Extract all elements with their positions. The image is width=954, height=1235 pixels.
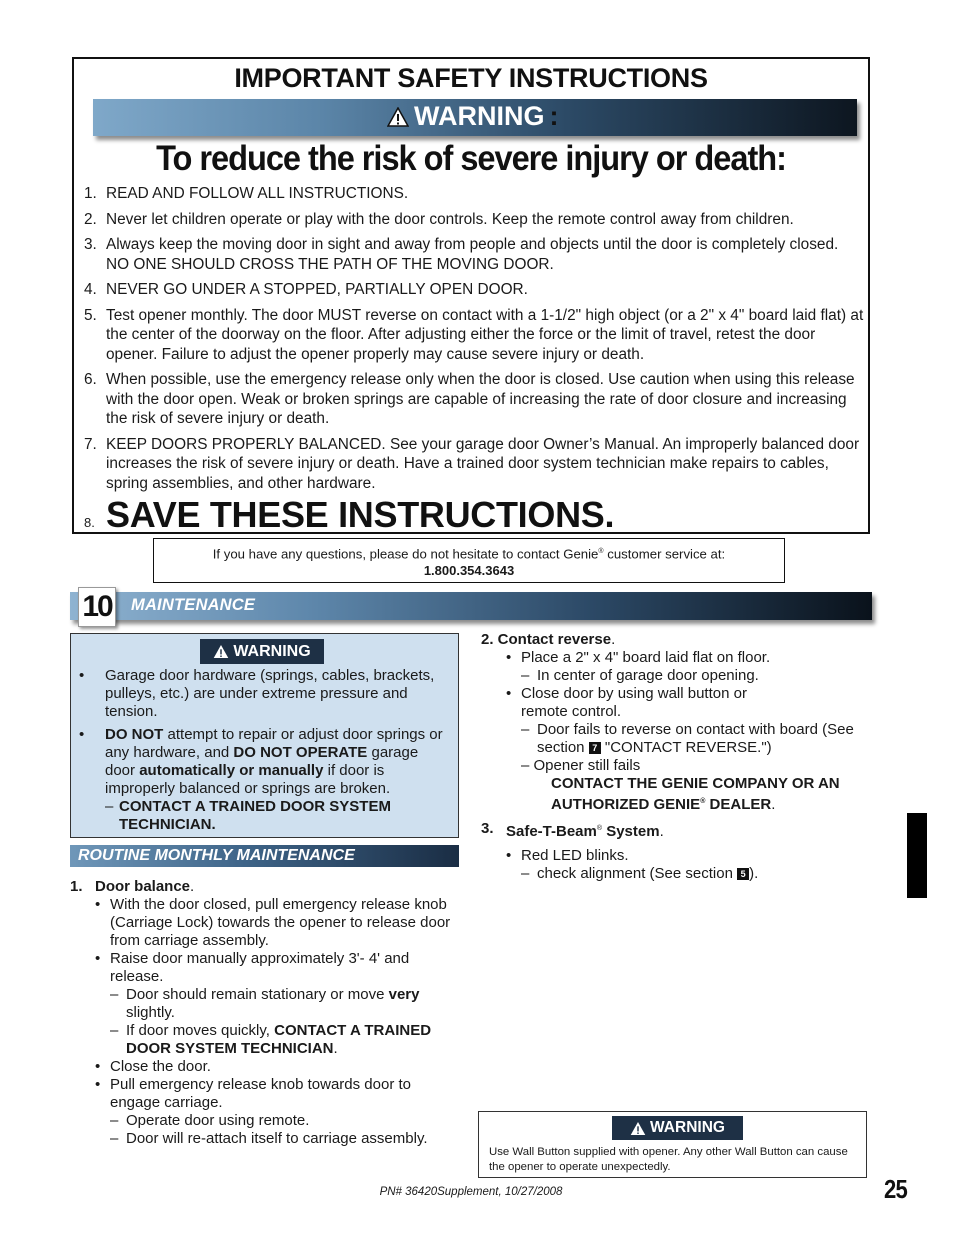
- list-item: [70, 896, 460, 950]
- safety-item-text: Always keep the moving door in sight and away from people and objects until the door is completely closed. NO ONE SHOULD CROSS THE PATH OF THE MOVING DOOR.: [106, 236, 839, 273]
- warning-item-text: Garage door hardware (springs, cables, brackets, pulleys, etc.) are under extreme pressure and tension.: [105, 667, 435, 720]
- warning-sub-item: [105, 798, 451, 834]
- sub-list-item: [70, 1022, 460, 1058]
- dash: –: [110, 1112, 119, 1129]
- step-number: 3.: [481, 820, 494, 837]
- list-item-text: Close door by using wall button or remote control.: [521, 685, 747, 720]
- safety-item: [84, 210, 864, 230]
- list-item-text: Pull emergency release knob towards door to engage carriage.: [110, 1076, 411, 1111]
- section-number: 10: [78, 587, 116, 627]
- dash: –: [521, 865, 530, 882]
- sub-list-item: [481, 865, 871, 883]
- sub-list-item: [70, 1130, 460, 1148]
- warning-sub-text: CONTACT A TRAINED DOOR SYSTEM TECHNICIAN.: [119, 798, 391, 833]
- bold-text: CONTACT THE GENIE COMPANY OR AN AUTHORIZED GENIE: [551, 775, 840, 813]
- safety-item-text: KEEP DOORS PROPERLY BALANCED. See your garage door Owner’s Manual. An improperly balanced door increases the risk of severe injury or death. Have a trained door system technician make repairs to cables, spring assemblies, and other hardware.: [106, 435, 860, 492]
- bullet: •: [79, 667, 85, 684]
- period: .: [771, 796, 776, 813]
- wall-button-warning-text: Use Wall Button supplied with opener. Any other Wall Button can cause the opener to operate unexpectedly.: [489, 1146, 848, 1173]
- safety-item: [84, 235, 864, 274]
- bold-text: DO NOT OPERATE: [233, 744, 368, 761]
- sub-list-item: [481, 667, 871, 685]
- contact-text-main: If you have any questions, please do not hesitate to contact Genie: [212, 546, 599, 562]
- warning-badge: [200, 639, 324, 664]
- section-title: MAINTENANCE: [131, 596, 256, 614]
- list-item: [70, 950, 460, 986]
- save-item-number: 8.: [84, 515, 95, 530]
- safety-item: [84, 184, 864, 204]
- plain-text: garage door: [105, 744, 419, 779]
- step-heading: [70, 878, 460, 896]
- dash: –: [521, 667, 530, 684]
- bullet: •: [79, 726, 85, 743]
- warning-banner-label: [387, 101, 559, 132]
- dash: –: [110, 1022, 119, 1039]
- plain-text: slightly.: [126, 1004, 175, 1021]
- list-item: [70, 1058, 460, 1076]
- list-item: [481, 685, 871, 721]
- contact-phone: 1.800.354.3643: [423, 563, 515, 579]
- step-title: 2. Contact reverse: [481, 631, 612, 648]
- safety-item-number: 1.: [84, 185, 97, 202]
- bullet: •: [95, 1076, 101, 1093]
- warning-badge-label: WARNING: [233, 642, 311, 660]
- plain-text: check alignment (See section: [537, 865, 738, 882]
- list-item: [481, 649, 871, 667]
- safety-item-text: Test opener monthly. The door MUST reverse on contact with a 1-1/2" high object (or a 2" x 4" board laid flat) at the center of the doorway on the floor. After adjusting either the force or the limit of travel, retest the door opener. Failure to adjust the opener properly may cause severe injury or death.: [106, 306, 864, 363]
- contact-dealer-text: [481, 775, 871, 814]
- dash: –: [110, 986, 119, 1003]
- warning-badge: [612, 1116, 743, 1140]
- maintenance-warning-box: [70, 633, 459, 838]
- section-reference-badge: 5: [737, 868, 749, 880]
- safety-item-number: 3.: [84, 236, 97, 253]
- safety-item-text: NEVER GO UNDER A STOPPED, PARTIALLY OPEN DOOR.: [106, 281, 528, 298]
- safety-item-number: 6.: [84, 371, 97, 388]
- list-item: [481, 847, 871, 865]
- safety-item: [84, 370, 864, 429]
- dash: –: [521, 721, 530, 738]
- dash: –: [105, 798, 114, 815]
- bullet: •: [95, 950, 101, 967]
- safety-list: [84, 184, 864, 499]
- footer: [0, 1186, 954, 1198]
- warning-item: [79, 726, 451, 834]
- sub-list-item-text: Operate door using remote.: [126, 1112, 310, 1129]
- warning-banner: [93, 99, 857, 136]
- warning-triangle-icon: [213, 644, 229, 659]
- wall-button-warning-box: [478, 1111, 867, 1178]
- save-instructions-line: [84, 494, 614, 536]
- step-title: Door balance: [95, 878, 191, 895]
- contact-text-end: customer service at:: [603, 546, 726, 562]
- sub-list-item: [70, 1112, 460, 1130]
- step-title: System: [602, 823, 660, 840]
- bold-text: DO NOT: [105, 726, 164, 743]
- plain-text: ).: [749, 865, 759, 882]
- registered-mark: ®: [700, 798, 706, 805]
- bold-text: very: [388, 986, 420, 1003]
- contact-reverse-section: [481, 631, 871, 883]
- warning-banner-colon: :: [549, 101, 559, 131]
- safety-item: [84, 280, 864, 300]
- safety-item-text: When possible, use the emergency release only when the door is closed. Use caution when using this release with the door open. Weak or broken springs are capable of increasing the rate of door closure and increasing the risk of severe injury or death.: [106, 371, 855, 427]
- save-instructions-text: SAVE THESE INSTRUCTIONS.: [106, 494, 615, 535]
- plain-text: Door should remain stationary or move: [126, 986, 389, 1003]
- bullet: •: [95, 896, 101, 913]
- period: .: [611, 631, 616, 648]
- list-item: [70, 1076, 460, 1112]
- plain-text: Door fails to reverse on contact with board (See section: [537, 721, 854, 756]
- plain-text: attempt to repair or adjust door springs or any hardware, and: [105, 726, 443, 761]
- bullet: •: [506, 649, 512, 666]
- contact-text: [154, 543, 784, 562]
- period: .: [190, 878, 195, 895]
- bold-text: automatically or manually: [139, 762, 324, 779]
- sub-list-item-text: [537, 721, 871, 757]
- safety-item-number: 5.: [84, 306, 97, 324]
- list-item-text: Place a 2" x 4" board laid flat on floor.: [521, 649, 771, 666]
- page-number: 25: [884, 1174, 907, 1204]
- plain-text: If door moves quickly,: [126, 1022, 275, 1039]
- warning-list: [79, 667, 451, 839]
- list-item-text: With the door closed, pull emergency release knob (Carriage Lock) towards the opener to release door from carriage assembly.: [110, 896, 451, 949]
- part-number: PN# 36420Supplement, 10/27/2008: [379, 1186, 563, 1198]
- plain-text: if door is improperly balanced or springs are broken.: [105, 762, 391, 797]
- side-tab-marker: [907, 813, 927, 898]
- routine-maintenance-bar: [70, 845, 459, 867]
- step-number: 1.: [70, 878, 83, 895]
- safety-item-number: 4.: [84, 281, 97, 298]
- warning-badge-label: WARNING: [650, 1119, 725, 1136]
- warning-banner-text: WARNING: [414, 101, 545, 131]
- safety-item-text: Never let children operate or play with the door controls. Keep the remote control away from children.: [106, 210, 794, 228]
- safety-instructions-box: [72, 57, 870, 534]
- warning-triangle-icon: [387, 107, 409, 127]
- safety-item: [84, 435, 864, 494]
- sub-list-item-text: In center of garage door opening.: [537, 667, 759, 684]
- contact-box: [153, 538, 785, 583]
- dash: –: [110, 1130, 119, 1147]
- step-heading: [481, 820, 871, 841]
- bullet: •: [506, 847, 512, 864]
- step-title: Safe-T-Beam: [506, 823, 597, 840]
- plain-text: "CONTACT REVERSE."): [600, 739, 772, 756]
- warning-triangle-icon: [630, 1121, 646, 1136]
- safety-headline: To reduce the risk of severe injury or death:: [156, 139, 786, 178]
- safety-title: IMPORTANT SAFETY INSTRUCTIONS: [234, 63, 708, 93]
- sub-list-item-text: – Opener still fails: [521, 757, 641, 774]
- sub-list-item: [481, 721, 871, 757]
- registered-mark: ®: [598, 548, 604, 555]
- routine-maintenance-title: ROUTINE MONTHLY MAINTENANCE: [78, 847, 355, 864]
- sub-list-item-text: [126, 1022, 460, 1058]
- sub-list-item-text: [126, 986, 460, 1022]
- warning-item: [79, 667, 451, 721]
- list-item-text: Red LED blinks.: [521, 847, 629, 864]
- bold-text: DEALER: [705, 796, 772, 813]
- safety-item-number: 7.: [84, 435, 97, 453]
- list-item-text: Raise door manually approximately 3'- 4' and release.: [110, 950, 410, 985]
- section-reference-badge: 7: [589, 742, 601, 754]
- registered-mark: ®: [596, 825, 603, 832]
- door-balance-section: [70, 878, 460, 1148]
- sub-list-item: [70, 986, 460, 1022]
- bullet: •: [506, 685, 512, 702]
- sub-list-item-text: Door will re-attach itself to carriage assembly.: [126, 1130, 428, 1147]
- period: .: [659, 823, 664, 840]
- plain-text: .: [333, 1040, 338, 1057]
- safety-item-text: READ AND FOLLOW ALL INSTRUCTIONS.: [106, 185, 409, 202]
- list-item-text: Close the door.: [110, 1058, 211, 1075]
- sub-list-item-text: [537, 865, 871, 883]
- warning-item-text: [105, 726, 451, 834]
- bold-text: CONTACT A TRAINED DOOR SYSTEM TECHNICIAN: [126, 1022, 432, 1057]
- step-heading: [481, 631, 871, 649]
- safety-item: [84, 306, 864, 365]
- safety-item-number: 2.: [84, 210, 97, 228]
- bullet: •: [95, 1058, 101, 1075]
